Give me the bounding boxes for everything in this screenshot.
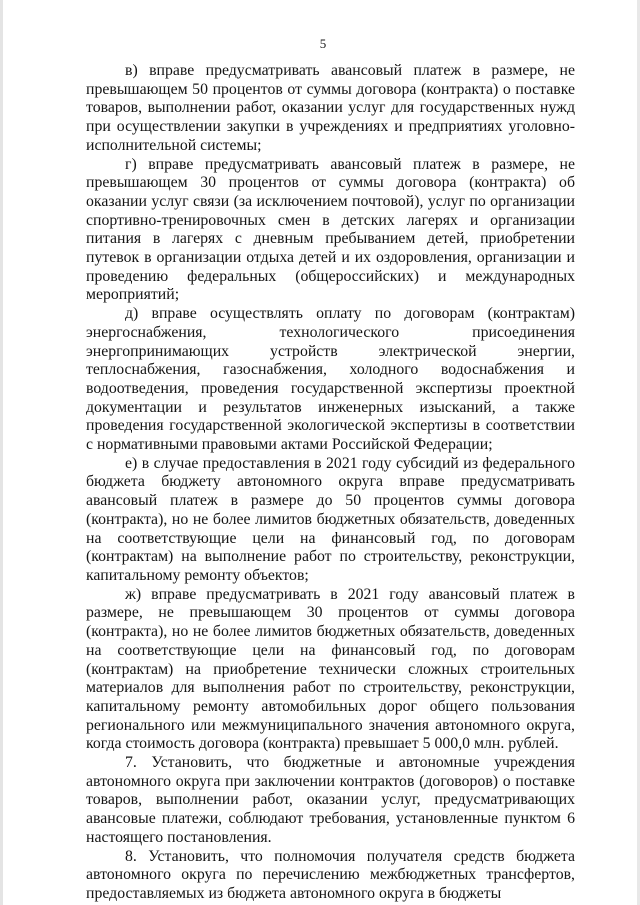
document-body bbox=[86, 62, 575, 904]
page-number: 5 bbox=[319, 36, 327, 51]
paragraph-clause-8: 8. Установить, что полномочия получателя средств бюджета автономного округа по перечислению межбюджетных трансфертов, предоставляемых из бюджета автономного округа в бюджеты bbox=[86, 847, 575, 902]
paragraph-subclause-g: г) вправе предусматривать авансовый платеж в размере, не превышающем 30 процентов от суммы договора (контракта) об оказании услуг связи (за исключением почтовой), услуг по организации спортивно-тренировочных смен в детских лагерях и организации питания в лагерях с дневным пребыванием детей, приобретении путевок в организации отдыха детей и их оздоровления, организации и проведению федеральных (общероссийских) и международных мероприятий; bbox=[86, 155, 575, 304]
paragraph-subclause-d: д) вправе осуществлять оплату по договорам (контрактам) энергоснабжения, технологического присоединения энергопринимающих устройств электрической энергии, теплоснабжения, газоснабжения, холодного водоснабжения и водоотведения, проведения государственной экспертизы проектной документации и результатов инженерных изысканий, а также проведения государственной экологической экспертизы в соответствии с нормативными правовыми актами Российской Федерации; bbox=[86, 305, 575, 454]
paragraph-subclause-v: в) вправе предусматривать авансовый платеж в размере, не превышающем 50 процентов от суммы договора (контракта) о поставке товаров, выполнении работ, оказании услуг для государственных нужд при осуществлении закупки в учреждениях и предприятиях уголовно-исполнительной системы; bbox=[86, 62, 575, 154]
paragraph-subclause-zh: ж) вправе предусматривать в 2021 году авансовый платеж в размере, не превышающем 30 процентов от суммы договора (контракта), но не более лимитов бюджетных обязательств, доведенных на соответствующие цели на финансовый год, по договорам (контрактам) на приобретение технически сложных строительных материалов для выполнения работ по строительству, реконструкции, капитальному ремонту автомобильных дорог общего пользования регионального или межмуниципального значения автономного округа, когда стоимость договора (контракта) превышает 5 000,0 млн. рублей. bbox=[86, 585, 575, 753]
paragraph-subclause-e: е) в случае предоставления в 2021 году субсидий из федерального бюджета бюджету автономного округа вправе предусматривать авансовый платеж в размере до 50 процентов суммы договора (контракта), но не более лимитов бюджетных обязательств, доведенных на соответствующие цели на финансовый год, по договорам (контрактам) на выполнение работ по строительству, реконструкции, капитальному ремонту объектов; bbox=[86, 454, 575, 584]
paragraph-clause-7: 7. Установить, что бюджетные и автономные учреждения автономного округа при заключении контрактов (договоров) о поставке товаров, выполнении работ, оказании услуг, предусматривающих авансовые платежи, соблюдают требования, установленные пунктом 6 настоящего постановления. bbox=[86, 754, 575, 846]
